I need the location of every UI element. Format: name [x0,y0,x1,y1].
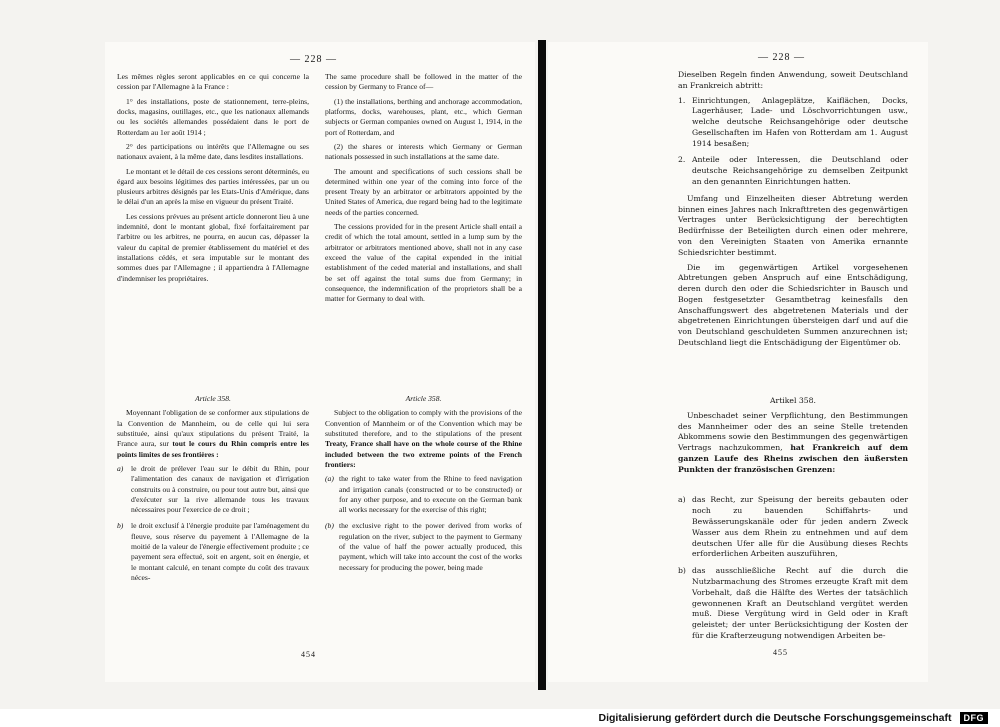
german-item-2 [678,155,908,187]
french-paragraph-4: Les cessions prévues au présent article donneront lieu à une indemnité, dont le montant global, fixé forfaitairement par l'arbitre ou les arbitres, ne pourra, en aucun cas, dépasser la valeur du capital de premier établissement du matériel et des installations cédés, et sera imputable sur le montant des sommes dues par l'Allemagne ; il appartiendra à l'Allemagne d'indemniser les propriétaires. [117,211,309,283]
book-spine [538,40,546,690]
german-item-1-text: Einrichtungen, Anlageplätze, Kaiflächen, Docks, Lagerhäuser, Lade- und Löschvorrichtungen usw., welche deutsche Reichsangehörige oder deutsche Gesellschaften im Hafen von Rotterdam am 1. August 1914 besaßen; [692,95,908,148]
english-article-intro: Subject to the obligation to comply with the provisions of the Convention of Mannheim or of the Convention which may be substituted therefore, and to the stipulations of the present Treaty, France shall have on the whole course of the Rhine included between the two extreme points of the French frontiers: [325,408,522,469]
french-item-a-marker: a) [117,463,124,473]
german-item-b-text: das ausschließliche Recht auf die durch die Nutzbarmachung des Stromes erzeugte Kraft mit dem Vorbehalt, daß die Hälfte des Wertes der tatsächlich gewonnenen Kraft an Deutschland vergütet werden muß. Diese Vergütung wird in Geld oder in Kraft geleistet; der unter Berücksichtigung der Kosten der für die Krafterzeugung notwendigen Arbeiten be- [692,566,908,640]
english-paragraph-3: The amount and specifications of such cessions shall be determined within one year of the coming into force of the present Treaty by an arbitrator or arbitrators appointed by the United States of America, due regard being had to the legitimate needs of the parties concerned. [325,166,522,217]
english-paragraph-4: The cessions provided for in the present Article shall entail a credit of which the total amount, settled in a lump sum by the arbitrator or arbitrators mentioned above, shall not in any case exceed the value of the capital expended in the initial establishment of the ceded material and installations, and shall be set off against the total sums due from Germany; in consequence, the indemnification of the proprietors shall be a matter for Germany to deal with. [325,222,522,304]
german-item-a [678,495,908,560]
french-column [117,72,309,288]
german-item-2-marker: 2. [678,155,686,165]
french-article-intro: Moyennant l'obligation de se conformer aux stipulations de la Convention de Mannheim, ou de celle qui lui sera substituée, ainsi qu'aux stipulations du présent Traité, la France aura, sur tout le cours du Rhin compris entre les points limites de ses frontières : [117,408,309,459]
right-page-number: — 228 — [758,52,805,63]
english-intro: The same procedure shall be followed in the matter of the cession by Germany to France of— [325,72,522,92]
german-item-b-marker: b) [678,566,686,576]
german-item-a-text: das Recht, zur Speisung der bereits gebauten oder noch zu bauenden Schiffahrts- und Bewässerungskanäle oder für jeden andern Zweck Wasser aus dem Rhein zu entnehmen und auf dem deutschen Ufer alle für die Ausübung dieses Rechts erforderlichen Arbeiten auszuführen, [692,495,908,559]
french-article-title: Article 358. [195,394,231,403]
left-page [105,42,535,682]
english-column [325,72,522,309]
french-article-358 [117,394,309,589]
english-article-358 [325,394,522,579]
german-item-a-marker: a) [678,495,686,505]
german-paragraph-3: Umfang und Einzelheiten dieser Abtretung werden binnen eines Jahres nach Inkrafttreten des gegenwärtigen Vertrages unter Berücksichtigung der berechtigten Bedürfnisse der Beteiligten durch einen oder mehrere, von den Vereinigten Staaten von Amerika ernannte Schiedsrichter bestimmt. [678,193,908,257]
left-page-number: — 228 — [290,54,337,65]
french-item-a [117,464,309,516]
french-paragraph-1: 1° des installations, poste de stationnement, terre-pleins, docks, magasins, outillages, etc., que les nationaux allemands ou les sociétés allemandes possédaient dans le port de Rotterdam au 1er août 1914 ; [117,96,309,137]
english-article-title: Article 358. [405,394,442,403]
german-article-358 [678,396,908,648]
footer-bar [0,709,1000,727]
german-column [678,70,908,353]
english-paragraph-1: (1) the installations, berthing and anchorage accommodation, platforms, docks, warehouses, plant, etc., which German subjects or German companies owned on August 1, 1914, in the port of Rotterdam, and [325,96,522,137]
english-item-a [325,474,522,515]
left-signature-number: 454 [301,650,316,659]
german-item-1 [678,96,908,150]
right-page [548,42,928,682]
german-item-b [678,566,908,641]
german-article-intro: Unbeschadet seiner Verpflichtung, den Bestimmungen des Mannheimer oder des an seine Stelle tretenden Abkommens sowie den Bestimmungen des gegenwärtigen Vertrags nachzukommen, hat Frankreich auf dem ganzen Laufe des Rheins zwischen den äußersten Punkten der französischen Grenzen: [678,410,908,474]
french-item-b [117,521,309,583]
right-signature-number: 455 [773,648,788,657]
german-paragraph-4: Die im gegenwärtigen Artikel vorgesehenen Abtretungen geben Anspruch auf eine Entschädigung, deren durch den oder die Schiedsrichter in Bausch und Bogen festgesetzter Gesamtbetrag keinesfalls den Anschaffungswert des abgetretenen Materials und der abgetretenen Einrichtungen übersteigen darf und auf die von Deutschland geschuldeten Summen anzurechnen ist; Deutschland liegt die Entschädigung der Eigentümer ob. [678,262,908,347]
english-item-b-text: the exclusive right to the power derived from works of regulation on the river, subject to the payment to Germany of the value of half the power actually produced, this payment, which will take into account the cost of the works necessary for producing the power, being made [339,521,522,572]
english-item-a-text: the right to take water from the Rhine to feed navigation and irrigation canals (constructed or to be constructed) or for any other purpose, and to execute on the German bank all works necessary for the exercise of this right; [339,474,522,515]
german-item-1-marker: 1. [678,95,686,105]
german-intro: Dieselben Regeln finden Anwendung, soweit Deutschland an Frankreich abtritt: [678,70,908,90]
dfg-logo: DFG [960,712,989,724]
french-item-b-text: le droit exclusif à l'énergie produite par l'aménagement du fleuve, sous réserve du payement à l'Allemagne de la moitié de la valeur de l'énergie effectivement produite ; ce payement sera effectué, soit en argent, soit en énergie, et le montant calculé, en tenant compte du coût des travaux néces- [131,521,309,582]
english-article-intro-bold: Treaty, France shall have on the whole course of the Rhine included between the two extreme points of the French frontiers: [325,439,522,469]
english-item-b [325,521,522,573]
dfg-credit-text: Digitalisierung gefördert durch die Deutsche Forschungsgemeinschaft [598,712,952,724]
english-paragraph-2: (2) the shares or interests which Germany or German nationals possessed in such installations at the same date. [325,141,522,162]
german-item-2-text: Anteile oder Interessen, die Deutschland oder deutsche Reichsangehörige zu demselben Zeitpunkt an den genannten Einrichtungen hatten. [692,155,908,187]
french-item-a-text: le droit de prélever l'eau sur le débit du Rhin, pour l'alimentation des canaux de navigation et d'irrigation construits ou à construire, ou pour tout autre but, ainsi que d'exécuter sur la rive allemande tous les travaux nécessaires pour l'exercice de ce droit ; [131,463,309,515]
english-item-b-marker: (b) [325,521,334,531]
french-item-b-marker: b) [117,521,124,531]
german-article-intro-bold: hat Frankreich auf dem ganzen Laufe des Rheins zwischen den äußersten Punkten der französischen Grenzen: [678,443,908,474]
french-paragraph-2: 2° des participations ou intérêts que l'Allemagne ou ses nationaux avaient, à la même date, dans lesdites installations. [117,141,309,162]
french-intro: Les mêmes règles seront applicables en ce qui concerne la cession par l'Allemagne à la France : [117,72,309,92]
german-article-title: Artikel 358. [769,396,816,405]
english-item-a-marker: (a) [325,474,334,484]
french-article-intro-bold: tout le cours du Rhin compris entre les points limites de ses frontières : [117,439,309,459]
french-paragraph-3: Le montant et le détail de ces cessions seront déterminés, eu égard aux besoins légitimes des parties intéressées, par un ou plusieurs arbitres désignés par les Etats-Unis d'Amérique, dans le délai d'un an après la mise en vigueur du présent Traité. [117,166,309,207]
